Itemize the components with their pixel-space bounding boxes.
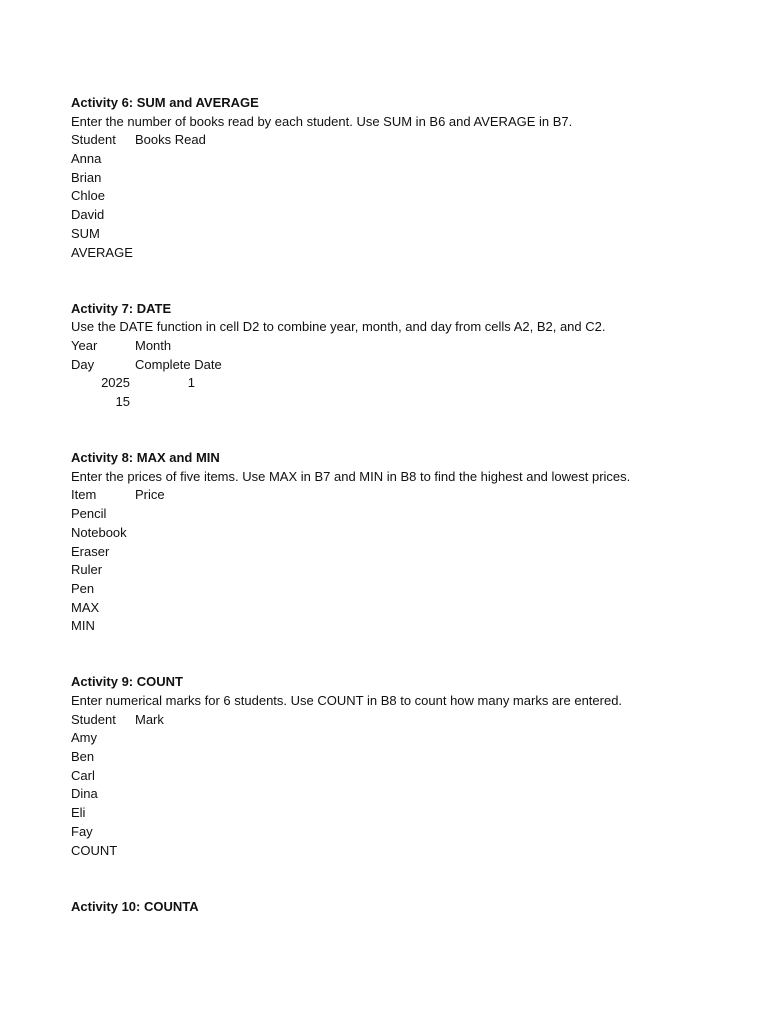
cell-col-b: Mark bbox=[135, 711, 164, 727]
cell-col-a: Ben bbox=[71, 749, 95, 765]
table-row bbox=[71, 599, 731, 618]
section-spacer bbox=[71, 636, 731, 673]
table-row bbox=[71, 169, 731, 188]
table-row bbox=[71, 823, 731, 842]
cell-col-a: Eli bbox=[71, 805, 86, 821]
cell-col-a: Notebook bbox=[71, 524, 127, 540]
activity-section bbox=[71, 300, 731, 412]
activity-section bbox=[71, 449, 731, 636]
cell-col-a: Student bbox=[71, 711, 116, 727]
table-row bbox=[71, 580, 731, 599]
activity-section bbox=[71, 673, 731, 860]
table-row bbox=[71, 505, 731, 524]
cell-col-a: MAX bbox=[71, 599, 100, 615]
cell-col-a: Day bbox=[71, 356, 95, 372]
activity-instruction: Enter the number of books read by each student. Use SUM in B6 and AVERAGE in B7. bbox=[71, 113, 573, 129]
cell-col-a: Student bbox=[71, 132, 116, 148]
activity-section bbox=[71, 94, 731, 262]
section-spacer bbox=[71, 412, 731, 449]
cell-col-b: Complete Date bbox=[135, 356, 222, 372]
cell-col-a: SUM bbox=[71, 225, 100, 241]
cell-col-a: Ruler bbox=[71, 562, 103, 578]
table-row bbox=[71, 187, 731, 206]
activity-title: Activity 10: COUNTA bbox=[71, 898, 199, 914]
numeric-row bbox=[71, 393, 731, 412]
table-row bbox=[71, 804, 731, 823]
table-row bbox=[71, 337, 731, 356]
activity-instruction: Use the DATE function in cell D2 to combine year, month, and day from cells A2, B2, and C2. bbox=[71, 319, 606, 335]
table-row bbox=[71, 767, 731, 786]
cell-col-b: Price bbox=[135, 487, 165, 503]
cell-col-a: Brian bbox=[71, 169, 102, 185]
cell-col-a: MIN bbox=[71, 618, 95, 634]
table-row bbox=[71, 561, 731, 580]
cell-col-a: Dina bbox=[71, 786, 98, 802]
table-row bbox=[71, 524, 731, 543]
cell-col-a: COUNT bbox=[71, 842, 118, 858]
table-row bbox=[71, 486, 731, 505]
cell-col-b: Month bbox=[135, 337, 172, 353]
table-row bbox=[71, 225, 731, 244]
section-spacer bbox=[71, 262, 731, 299]
cell-col-a: Chloe bbox=[71, 188, 105, 204]
table-row bbox=[71, 617, 731, 636]
cell-col-a: Carl bbox=[71, 767, 95, 783]
table-row bbox=[71, 131, 731, 150]
table-row bbox=[71, 711, 731, 730]
numeric-cell-col-a: 15 bbox=[115, 394, 130, 410]
activity-title: Activity 7: DATE bbox=[71, 300, 172, 316]
cell-col-a: David bbox=[71, 207, 105, 223]
activity-instruction: Enter the prices of five items. Use MAX in B7 and MIN in B8 to find the highest and lowest prices. bbox=[71, 468, 631, 484]
table-row bbox=[71, 244, 731, 263]
activity-title: Activity 6: SUM and AVERAGE bbox=[71, 95, 259, 110]
cell-col-a: Anna bbox=[71, 151, 102, 167]
numeric-cell-col-a: 2025 bbox=[101, 375, 130, 391]
numeric-row bbox=[71, 374, 731, 393]
activity-instruction: Enter numerical marks for 6 students. Use COUNT in B8 to count how many marks are entered. bbox=[71, 693, 623, 709]
table-row bbox=[71, 842, 731, 861]
table-row bbox=[71, 729, 731, 748]
cell-col-a: Year bbox=[71, 337, 98, 353]
table-row bbox=[71, 206, 731, 225]
table-row bbox=[71, 543, 731, 562]
table-row bbox=[71, 748, 731, 767]
cell-col-a: Pencil bbox=[71, 506, 107, 522]
document-page bbox=[71, 94, 731, 916]
cell-col-b: Books Read bbox=[135, 132, 206, 148]
cell-col-a: Amy bbox=[71, 730, 97, 746]
activity-title: Activity 8: MAX and MIN bbox=[71, 450, 220, 466]
activity-title: Activity 9: COUNT bbox=[71, 674, 183, 690]
cell-col-a: Item bbox=[71, 487, 97, 503]
activity-section bbox=[71, 898, 731, 917]
numeric-cell-col-b: 1 bbox=[187, 375, 195, 391]
table-row bbox=[71, 356, 731, 375]
cell-col-a: Pen bbox=[71, 580, 95, 596]
cell-col-a: Eraser bbox=[71, 543, 110, 559]
section-spacer bbox=[71, 860, 731, 897]
cell-col-a: AVERAGE bbox=[71, 244, 133, 260]
table-row bbox=[71, 150, 731, 169]
cell-col-a: Fay bbox=[71, 823, 93, 839]
table-row bbox=[71, 785, 731, 804]
